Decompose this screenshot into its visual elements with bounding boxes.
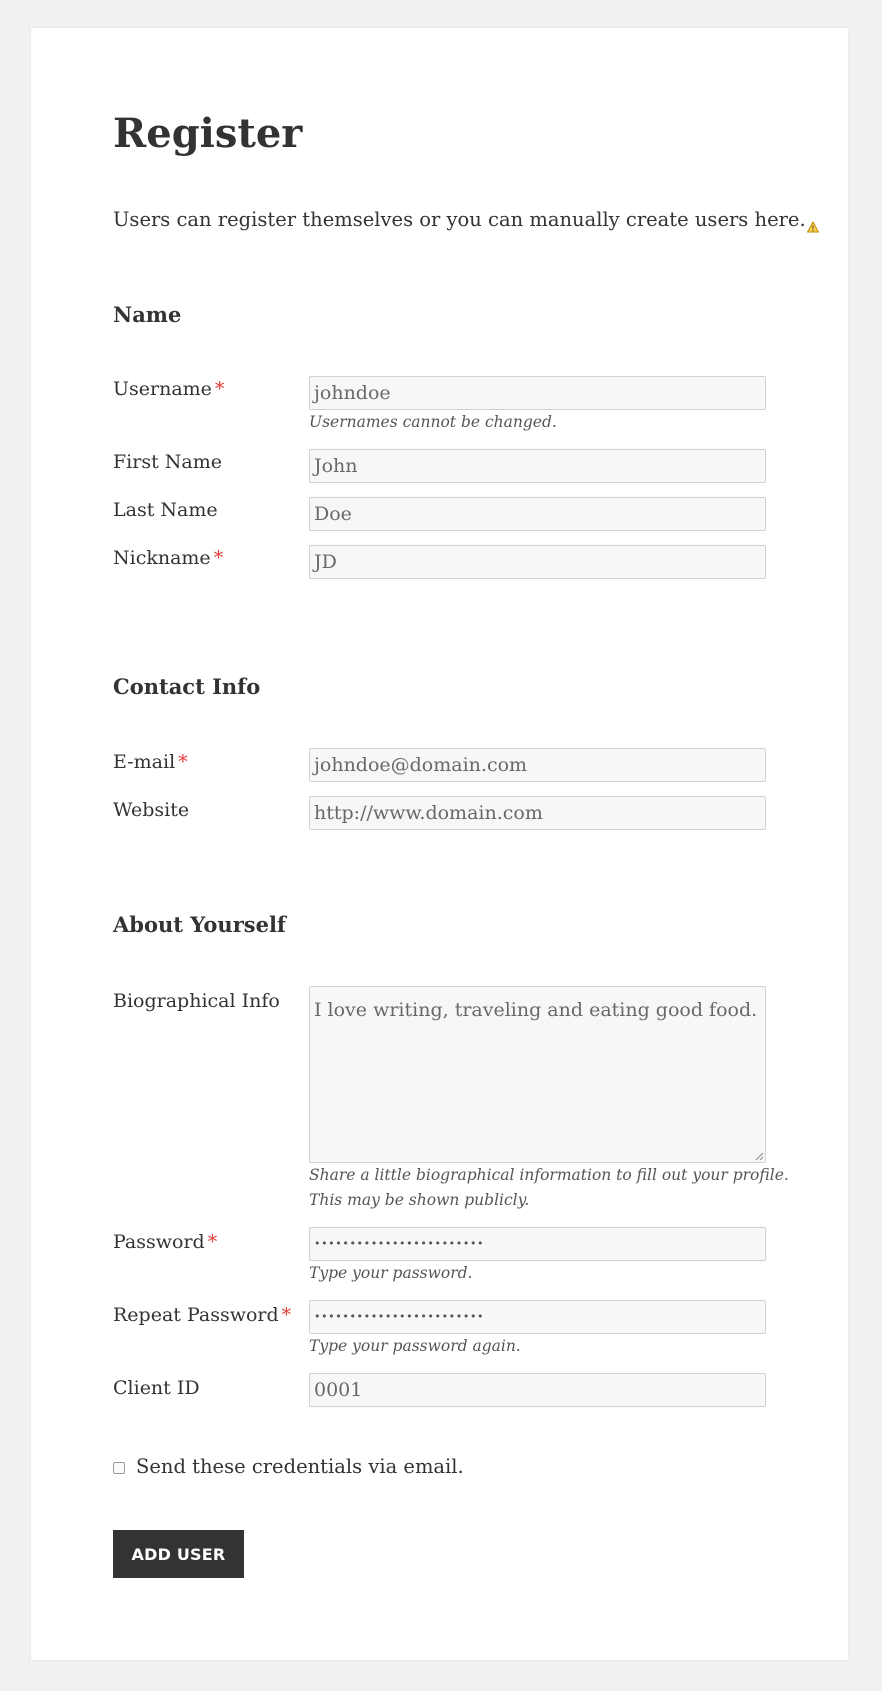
first-name-label: First Name: [113, 451, 222, 473]
nickname-label-text: Nickname: [113, 547, 211, 569]
add-user-button[interactable]: ADD USER: [113, 1530, 244, 1578]
password-label: [113, 1228, 217, 1256]
repeat-password-label-text: Repeat Password: [113, 1304, 279, 1326]
nickname-label: [113, 544, 223, 572]
email-input[interactable]: johndoe@domain.com: [309, 748, 766, 782]
repeat-password-input[interactable]: ••••••••••••••••••••••••: [309, 1300, 766, 1334]
username-hint: Usernames cannot be changed.: [309, 413, 557, 431]
resize-grip-icon[interactable]: [755, 1152, 764, 1161]
bio-hint-line1: Share a little biographical information to fill out your profile.: [309, 1166, 789, 1184]
client-id-input[interactable]: 0001: [309, 1373, 766, 1407]
section-title-contact: Contact Info: [113, 674, 261, 699]
first-name-input[interactable]: John: [309, 449, 766, 483]
email-label-text: E-mail: [113, 751, 176, 773]
intro-text-content: Users can register themselves or you can manually create users here.: [113, 208, 806, 231]
intro-text: [113, 206, 819, 234]
bio-hint-line2: This may be shown publicly.: [309, 1191, 530, 1209]
website-input[interactable]: http://www.domain.com: [309, 796, 766, 830]
last-name-label: Last Name: [113, 499, 218, 521]
username-input[interactable]: johndoe: [309, 376, 766, 410]
repeat-password-hint: Type your password again.: [309, 1337, 521, 1355]
username-label: [113, 375, 224, 403]
required-marker: *: [213, 547, 224, 569]
section-title-about: About Yourself: [113, 912, 286, 937]
username-label-text: Username: [113, 378, 212, 400]
required-marker: *: [281, 1304, 292, 1326]
warning-icon: [807, 213, 819, 225]
bio-textarea[interactable]: [309, 986, 766, 1163]
last-name-input[interactable]: Doe: [309, 497, 766, 531]
required-marker: *: [207, 1231, 218, 1253]
repeat-password-label: [113, 1301, 291, 1329]
email-label: [113, 748, 188, 776]
bio-text: I love writing, traveling and eating good food.: [314, 999, 758, 1021]
bio-label: Biographical Info: [113, 990, 280, 1012]
nickname-input[interactable]: JD: [309, 545, 766, 579]
section-title-name: Name: [113, 302, 182, 327]
page-title: Register: [113, 110, 303, 157]
website-label: Website: [113, 799, 190, 821]
required-marker: *: [178, 751, 188, 773]
send-credentials-checkbox[interactable]: [113, 1462, 125, 1474]
registration-card: [31, 28, 848, 1660]
send-credentials-label[interactable]: Send these credentials via email.: [136, 1455, 464, 1478]
required-marker: *: [214, 378, 225, 400]
client-id-label: Client ID: [113, 1377, 200, 1399]
password-label-text: Password: [113, 1231, 205, 1253]
password-input[interactable]: ••••••••••••••••••••••••: [309, 1227, 766, 1261]
password-hint: Type your password.: [309, 1264, 473, 1282]
